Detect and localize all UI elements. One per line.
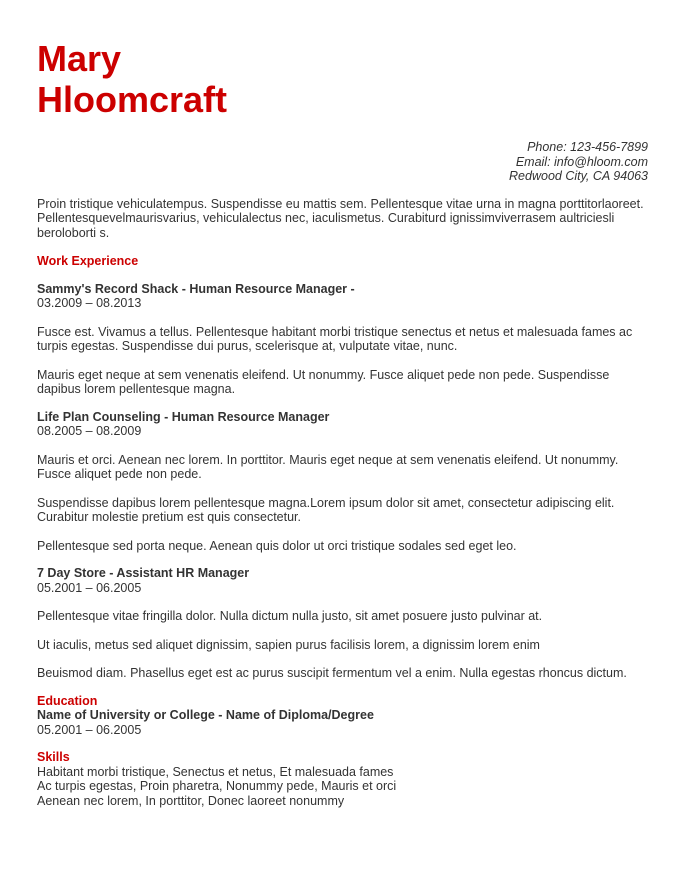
contact-block	[37, 140, 648, 184]
job-paragraph: Beuismod diam. Phasellus eget est ac purus suscipit fermentum vel a enim. Nulla egestas rhoncus dictum.	[37, 666, 627, 680]
contact-email: Email: info@hloom.com	[515, 154, 648, 169]
skills-section	[37, 750, 648, 808]
first-name: Mary	[37, 38, 122, 79]
job-paragraph: Pellentesque vitae fringilla dolor. Nulla dictum nulla justo, sit amet posuere justo pulvinar at.	[37, 609, 543, 623]
job-paragraph: Ut iaculis, metus sed aliquet dignissim, sapien purus facilisis lorem, a dignissim lorem enim	[37, 637, 540, 652]
job-paragraph: Pellentesque sed porta neque. Aenean quis dolor ut orci tristique sodales sed eget leo.	[37, 538, 517, 553]
job-paragraph: Mauris eget neque at sem venenatis eleifend. Ut nonummy. Fusce aliquet pede non pede. Suspendisse dapibus lorem pellentesque magna.	[37, 367, 610, 396]
job-dates: 03.2009 – 08.2013	[37, 296, 142, 310]
education-dates: 05.2001 – 06.2005	[37, 722, 142, 737]
job-entry	[37, 282, 648, 397]
education-section	[37, 694, 648, 738]
skills-line: Ac turpis egestas, Proin pharetra, Nonummy pede, Mauris et orci	[37, 779, 397, 793]
skills-heading: Skills	[37, 750, 70, 764]
work-experience-section	[37, 254, 648, 681]
contact-phone: Phone: 123-456-7899	[527, 140, 648, 154]
work-experience-heading: Work Experience	[37, 254, 139, 268]
last-name: Hloomcraft	[37, 79, 228, 120]
skills-line: Aenean nec lorem, In porttitor, Donec laoreet nonummy	[37, 793, 345, 808]
job-dates: 08.2005 – 08.2009	[37, 424, 142, 438]
job-entry	[37, 566, 648, 681]
skills-line: Habitant morbi tristique, Senectus et netus, Et malesuada fames	[37, 764, 394, 779]
job-paragraph: Suspendisse dapibus lorem pellentesque magna.Lorem ipsum dolor sit amet, consectetur adipiscing elit. Curabitur molestie pretium est quis consectetur.	[37, 495, 615, 524]
summary-paragraph: Proin tristique vehiculatempus. Suspendisse eu mattis sem. Pellentesque vitae urna in magna porttitorlaoreet. Pellentesquevelmaurisvarius, vehiculalectus nec, iaculismetus. Curabiturd ignissimviverrasem aultriciesli beroloborti s.	[37, 196, 644, 240]
education-entry: Name of University or College - Name of Diploma/Degree	[37, 708, 374, 722]
job-title: 7 Day Store - Assistant HR Manager	[37, 566, 250, 580]
resume-page	[37, 38, 648, 808]
job-title: Life Plan Counseling - Human Resource Manager	[37, 409, 330, 424]
job-entry	[37, 410, 648, 554]
education-heading: Education	[37, 693, 98, 708]
job-paragraph: Mauris et orci. Aenean nec lorem. In porttitor. Mauris eget neque at sem venenatis eleifend. Ut nonummy. Fusce aliquet pede non pede.	[37, 452, 619, 481]
job-title: Sammy's Record Shack - Human Resource Manager -	[37, 281, 355, 296]
resume-name	[37, 38, 648, 120]
job-paragraph: Fusce est. Vivamus a tellus. Pellentesque habitant morbi tristique senectus et netus et malesuada fames ac turpis egestas. Suspendisse dui purus, scelerisque at, vulputate vitae, nunc.	[37, 324, 633, 353]
contact-address: Redwood City, CA 94063	[509, 169, 648, 183]
job-dates: 05.2001 – 06.2005	[37, 580, 142, 595]
